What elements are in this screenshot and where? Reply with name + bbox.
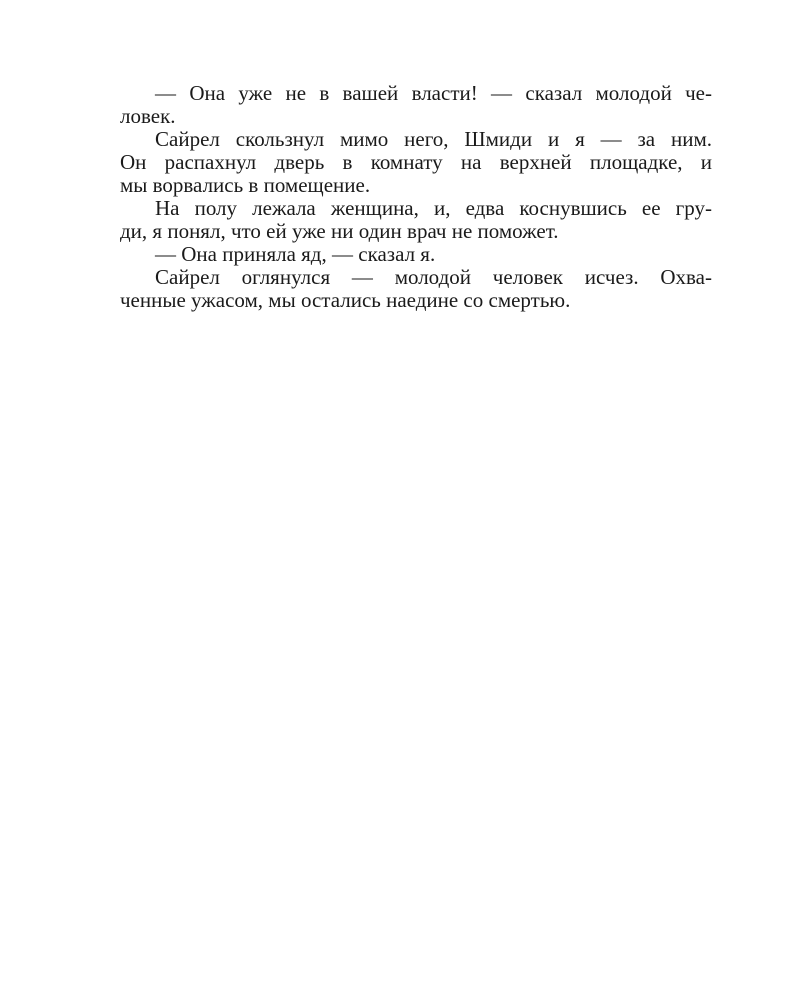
text-line: ченные ужасом, мы остались наедине со смертью. bbox=[120, 288, 571, 312]
text-line: мы ворвались в помещение. bbox=[120, 173, 371, 197]
text-line: ди, я понял, что ей уже ни один врач не поможет. bbox=[120, 219, 559, 243]
text-line: Сайрел оглянулся — молодой человек исчез. Охва- bbox=[155, 265, 712, 289]
text-line: Сайрел скользнул мимо него, Шмиди и я — за ним. bbox=[155, 127, 712, 151]
text-line: — Она приняла яд, — сказал я. bbox=[155, 242, 436, 266]
body-text bbox=[120, 82, 712, 312]
text-line: ловек. bbox=[120, 104, 176, 128]
text-line: Он распахнул дверь в комнату на верхней площадке, и bbox=[120, 150, 712, 174]
text-line: — Она уже не в вашей власти! — сказал молодой че- bbox=[155, 81, 712, 105]
text-line: На полу лежала женщина, и, едва коснувшись ее гру- bbox=[155, 196, 712, 220]
